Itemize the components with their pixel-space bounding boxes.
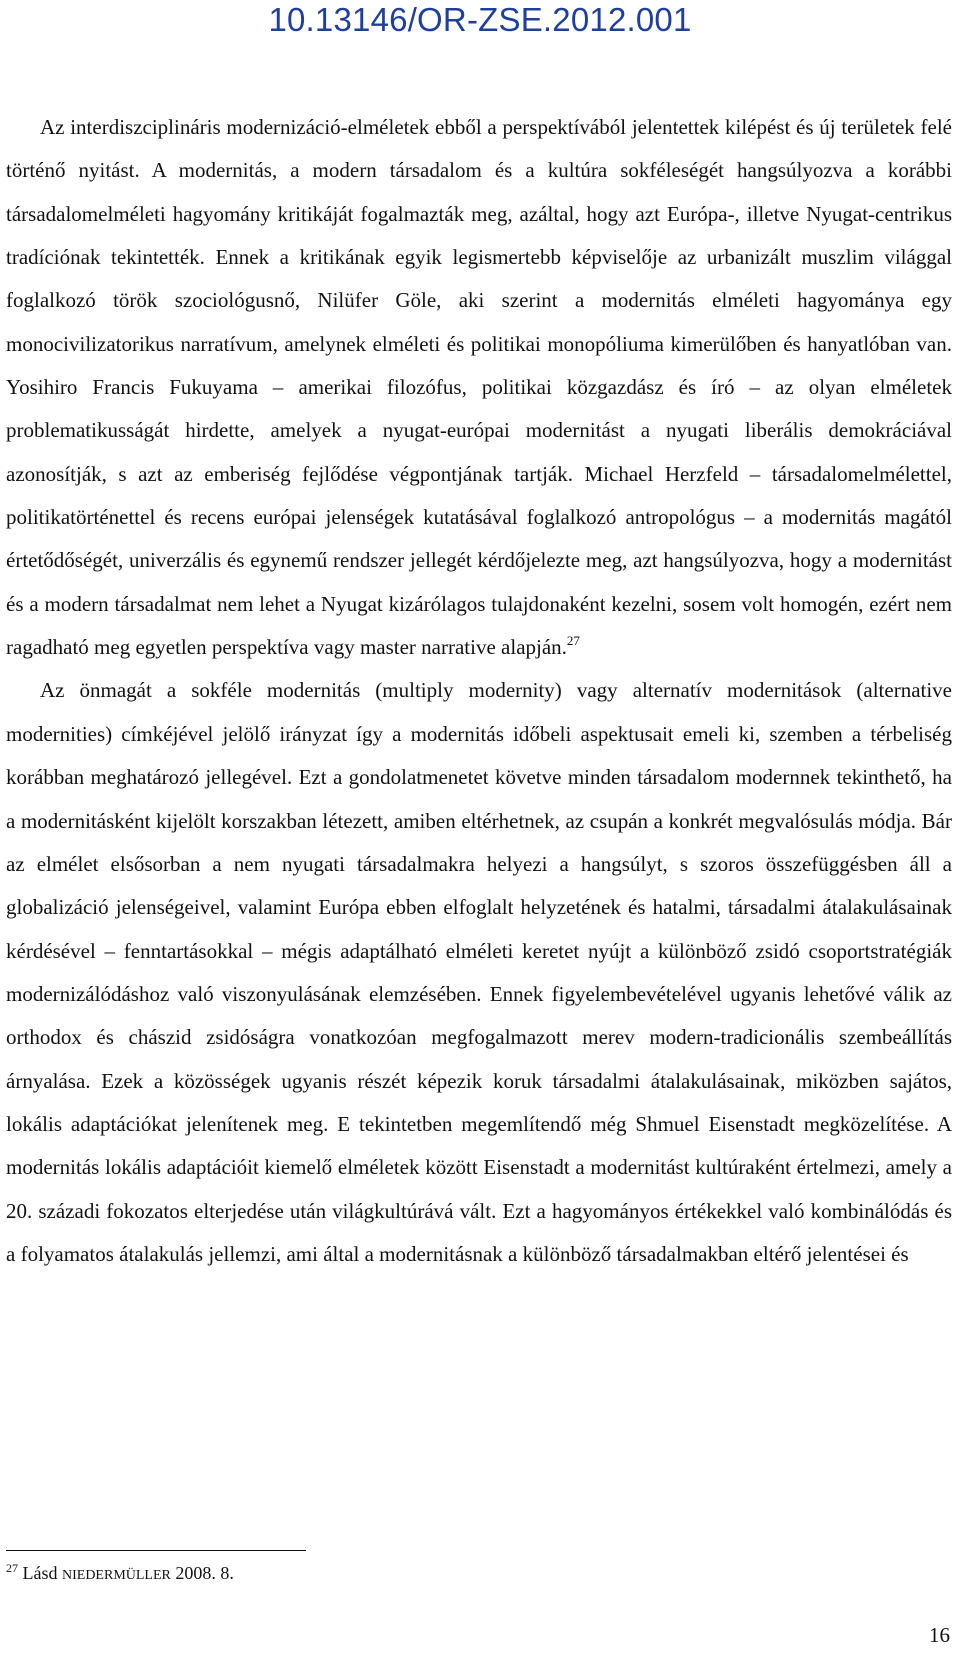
paragraph-2 [6, 669, 952, 1276]
paragraph-2-text: Az önmagát a sokféle modernitás (multiply modernity) vagy alternatív modernitások (alternative modernities) címkéjével jelölő irányzat így a modernitás időbeli aspektusait emeli ki, szemben a térbeliség korábban meghatározó jellegével. Ezt a gondolatmenetet követve minden társadalom modernnek tekinthető, ha a modernitásként kijelölt korszakban létezett, amiben eltérhetnek, az csupán a konkrét megvalósulás módja. Bár az elmélet elsősorban a nem nyugati társadalmakra helyezi a hangsúlyt, s szoros összefüggésben áll a globalizáció jelenségeivel, valamint Európa ebben elfoglalt helyzetének és hatalmi, társadalmi átalakulásainak kérdésével – fenntartásokkal – mégis adaptálható elméleti keretet nyújt a különböző zsidó csoportstratégiák modernizálódáshoz való viszonyulásának elemzésében. Ennek figyelembevételével ugyanis lehetővé válik az orthodox és chászid zsidóságra vonatkozóan megfogalmazott merev modern-tradicionális szembeállítás árnyalása. Ezek a közösségek ugyanis részét képezik koruk társadalmi átalakulásainak, miközben sajátos, lokális adaptációkat jelenítenek meg. E tekintetben megemlítendő még Shmuel Eisenstadt megközelítése. A modernitás lokális adaptációit kiemelő elméletek között Eisenstadt a modernitást kultúraként értelmezi, amely a 20. századi fokozatos elterjedése után világkultúrává vált. Ezt a hagyományos értékekkel való kombinálódás és a folyamatos átalakulás jellemzi, ami által a modernitásnak a különböző társadalmakban eltérő jelentései és [6, 678, 952, 1266]
footnote-reference[interactable]: 27 [566, 633, 580, 649]
paragraph-1 [6, 106, 952, 669]
footnote-prefix: Lásd [22, 1563, 62, 1583]
footnote-citation: 2008. 8. [170, 1563, 234, 1583]
main-text [6, 106, 952, 1276]
footnote-number: 27 [6, 1561, 18, 1575]
footnote-27 [6, 1561, 906, 1588]
footnote-separator [6, 1550, 306, 1551]
paragraph-1-text: Az interdiszciplináris modernizáció-elméletek ebből a perspektívából jelentettek kilépést és új területek felé történő nyitást. A modernitás, a modern társadalom és a kultúra sokféleségét hangsúlyozva a korábbi társadalomelméleti hagyomány kritikáját fogalmazták meg, azáltal, hogy azt Európa-, illetve Nyugat-centrikus tradíciónak tekintették. Ennek a kritikának egyik legismertebb képviselője az urbanizált muszlim világgal foglalkozó török szociológusnő, Nilüfer Göle, aki szerint a modernitás elméleti hagyománya egy monocivilizatorikus narratívum, amelynek elméleti és politikai monopóliuma kimerülőben és hanyatlóban van. Yosihiro Francis Fukuyama – amerikai filozófus, politikai közgazdász és író – az olyan elméletek problematikusságát hirdette, amelyek a nyugat-európai modernitást a nyugati liberális demokráciával azonosítják, s azt az emberiség fejlődése végpontjának tartják. Michael Herzfeld – társadalomelmélettel, politikatörténettel és recens európai jelenségek kutatásával foglalkozó antropológus – a modernitás magától értetődőségét, univerzális és egynemű rendszer jellegét kérdőjelezte meg, azt hangsúlyozva, hogy a modernitást és a modern társadalmat nem lehet a Nyugat kizárólagos tulajdonaként kezelni, sosem volt homogén, ezért nem ragadható meg egyetlen perspektíva vagy master narrative alapján. [6, 115, 952, 660]
footnote-author: NIEDERMÜLLER [62, 1568, 171, 1583]
page-number: 16 [929, 1623, 950, 1647]
doi-header[interactable]: 10.13146/OR-ZSE.2012.001 [268, 1, 692, 38]
